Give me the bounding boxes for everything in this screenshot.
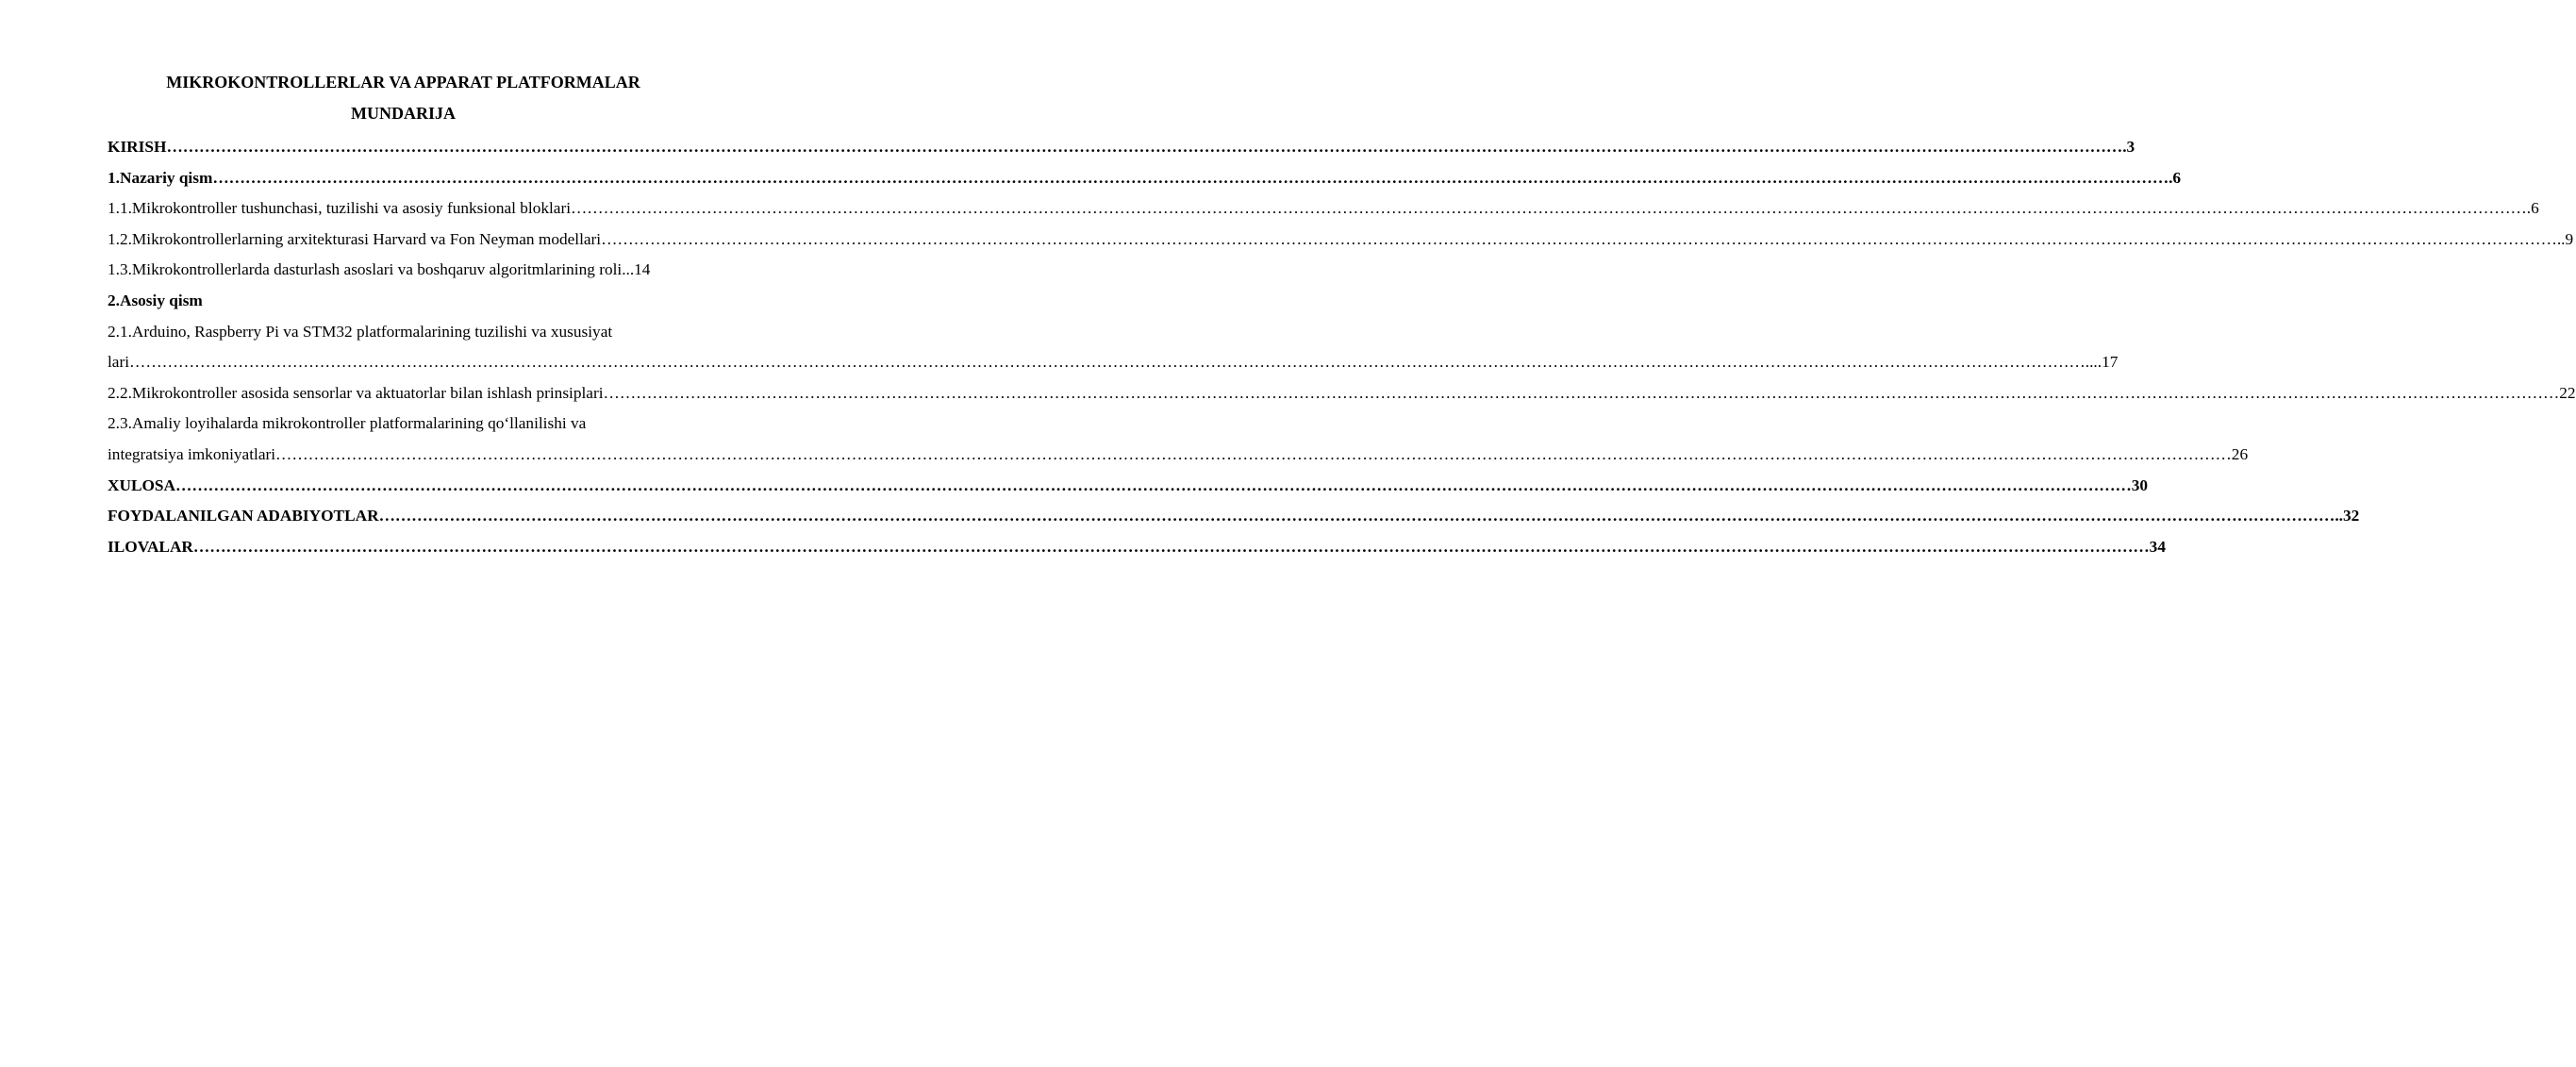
toc-entry-text: ILOVALAR [108,537,193,556]
toc-entry-page: .6 [2526,199,2539,218]
toc-entry-2-1[interactable] [108,317,700,348]
toc-entry-text: 1.3.Mikrokontrollerlarda dasturlash asoslari va boshqaruv algoritmlarining roli [108,260,623,279]
contents-heading: MUNDARIJA [351,104,456,123]
toc-entry-text: 1.Nazariy qism [108,168,213,187]
toc-leader-dots: ……………………………………………………………………………………………………………………………………………………………………………………………………………………………………………………………………………………………………………………………… [212,168,2169,187]
toc-entry-2-1-continued[interactable] [108,347,2119,378]
toc-entry-page: ....17 [2085,353,2119,372]
toc-entry-kirish[interactable] [108,132,2136,163]
toc-entry-ilovalar[interactable] [108,532,2166,563]
table-of-contents [108,132,2576,562]
toc-entry-text: integratsiya imkoniyatlari [108,444,276,463]
toc-leader-dots: ……………………………………………………………………………………………………………………………………………………………………………………………………………………………………………………………………………………………………………………………… [166,138,2123,156]
toc-entry-2-3-continued[interactable] [108,440,2249,471]
toc-leader-dots: ……………………………………………………………………………………………………………………………………………………………………………………………………………………………………………………………………………………………………………………………… [275,444,2232,463]
toc-leader-dots: ……………………………………………………………………………………………………………………………………………………………………………………………………………………………………………………………………………………………………………………………… [129,353,2086,372]
toc-entry-page: 34 [2149,537,2166,556]
toc-leader-dots: ……………………………………………………………………………………………………………………………………………………………………………………………………………………………………………………………………………………………………………………………… [603,383,2560,402]
toc-entry-adabiyotlar[interactable] [108,501,2360,532]
toc-entry-text: 2.3.Amaliy loyihalarda mikrokontroller platformalarining qo‘llanilishi va [108,414,587,433]
toc-entry-page: 30 [2131,475,2149,494]
toc-entry-text: XULOSA [108,475,176,494]
toc-entry-page: ..32 [2335,507,2360,525]
toc-entry-text: 1.1.Mikrokontroller tushunchasi, tuzilishi va asosiy funksional bloklari [108,199,572,218]
toc-entry-text: lari [108,353,130,372]
toc-entry-page: 26 [2231,444,2249,463]
toc-entry-text: KIRISH [108,138,167,156]
toc-entry-1-1[interactable] [108,193,2539,225]
toc-entry-1-3[interactable] [108,255,700,286]
toc-entry-asosiy-qism[interactable] [108,286,700,317]
toc-entry-page: .3 [2122,138,2136,156]
toc-entry-page: 22 [2559,383,2576,402]
toc-entry-page: .6 [2169,168,2182,187]
toc-leader-dots: ……………………………………………………………………………………………………………………………………………………………………………………………………………………………………………………………………………………………………………………………… [378,507,2335,525]
toc-entry-xulosa[interactable] [108,471,2149,502]
toc-leader-dots: ……………………………………………………………………………………………………………………………………………………………………………………………………………………………………………………………………………………………………………………………… [192,537,2150,556]
toc-leader-dots: ……………………………………………………………………………………………………………………………………………………………………………………………………………………………………………………………………………………………………………………………… [175,475,2132,494]
toc-entry-text: 2.2.Mikrokontroller asosida sensorlar va aktuatorlar bilan ishlash prinsiplari [108,383,604,402]
toc-entry-page: ...14 [622,260,651,279]
toc-leader-dots: ……………………………………………………………………………………………………………………………………………………………………………………………………………………………………………………………………………………………………………………………… [571,199,2527,218]
toc-entry-text: 2.1.Arduino, Raspberry Pi va STM32 platformalarining tuzilishi va xususiyat [108,322,613,341]
toc-entry-2-2[interactable] [108,378,2576,409]
toc-entry-nazariy-qism[interactable] [108,163,2182,194]
toc-entry-text: FOYDALANILGAN ADABIYOTLAR [108,507,379,525]
toc-entry-text: 2.Asosiy qism [108,291,203,309]
document-title: MIKROKONTROLLERLAR VA APPARAT PLATFORMALAR [166,73,640,92]
toc-entry-text: 1.2.Mikrokontrollerlarning arxitekturasi Harvard va Fon Neyman modellari [108,229,602,248]
toc-entry-2-3[interactable] [108,408,700,440]
toc-entry-1-2[interactable] [108,225,2574,256]
toc-entry-page: ..9 [2556,229,2574,248]
toc-leader-dots: ……………………………………………………………………………………………………………………………………………………………………………………………………………………………………………………………………………………………………………………………… [601,229,2557,248]
